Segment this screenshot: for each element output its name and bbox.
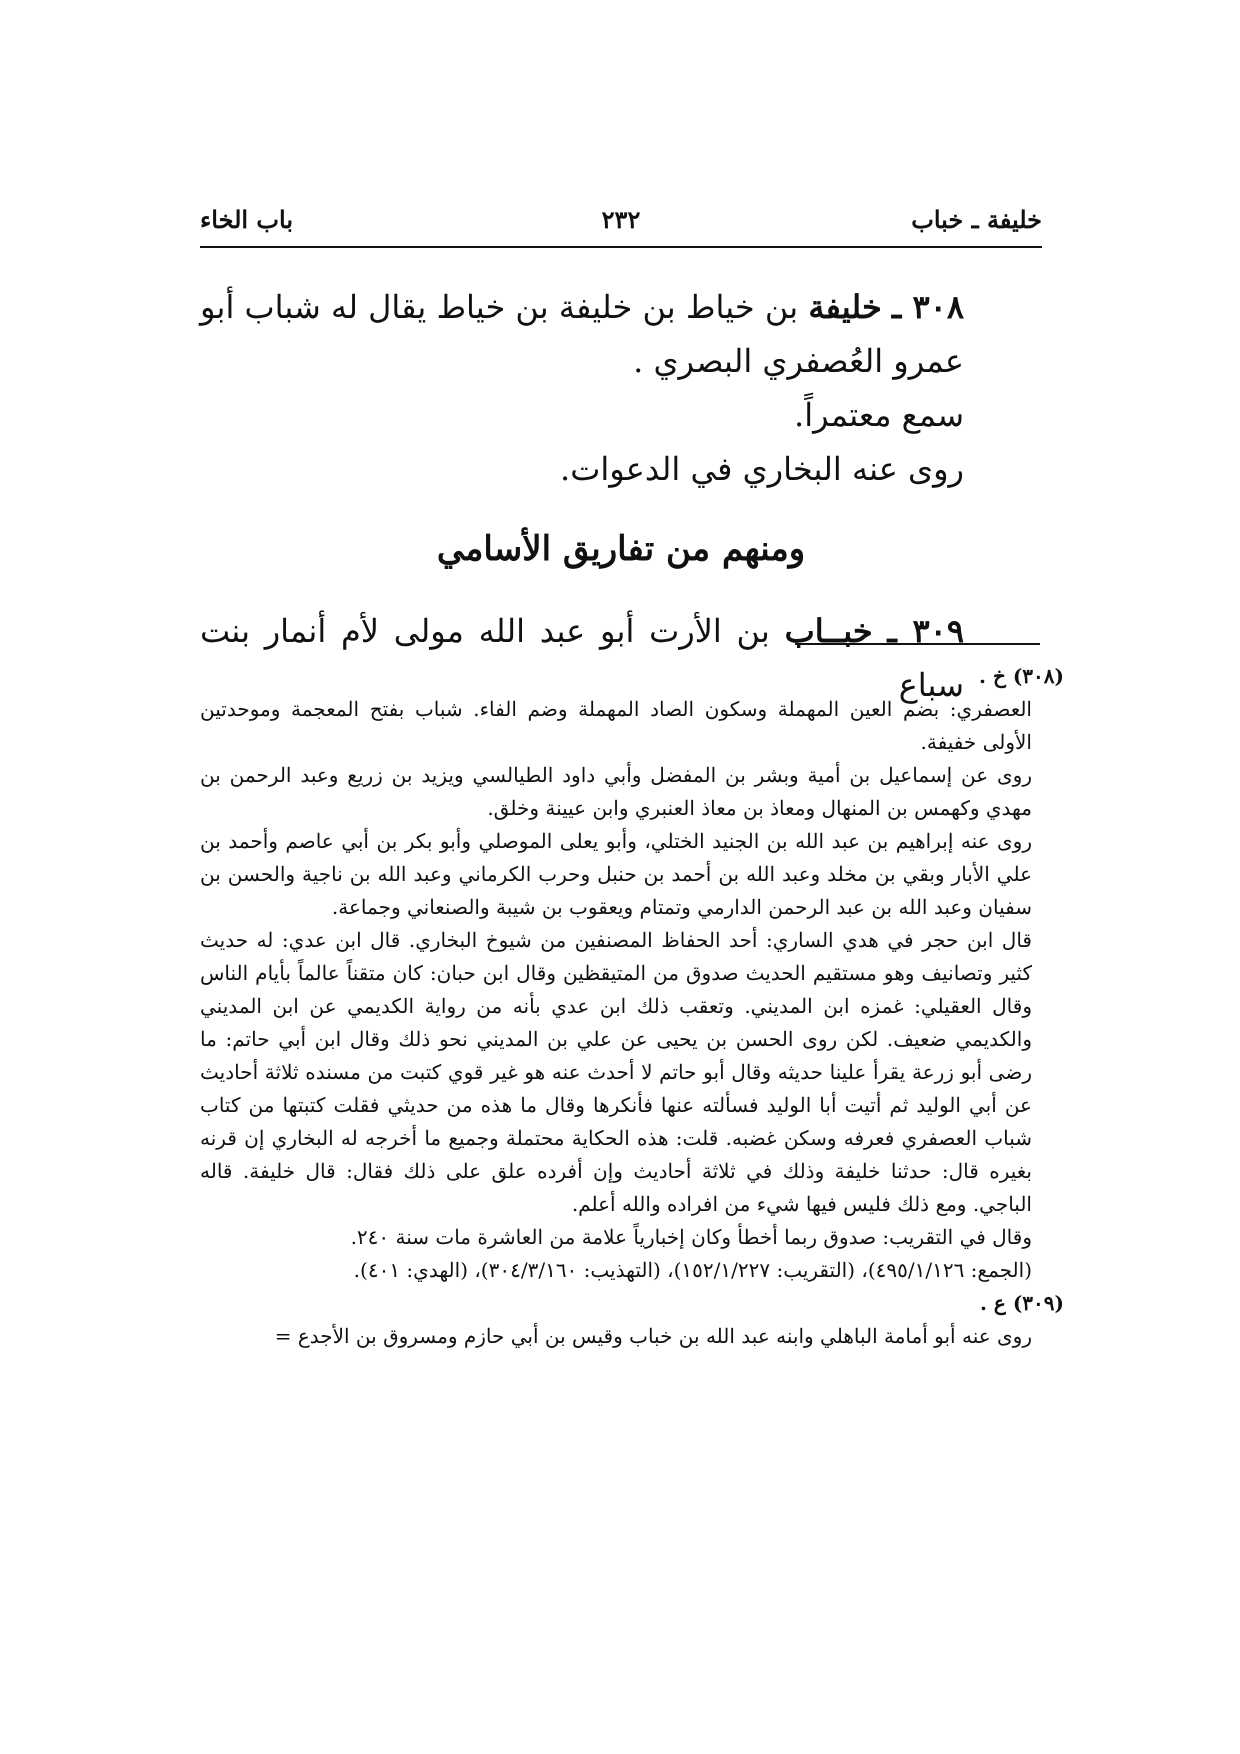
- page-number: ٢٣٢: [601, 205, 641, 234]
- entry-308: [200, 280, 1042, 388]
- footnote-paragraph: قال ابن حجر في هدي الساري: أحد الحفاظ المصنفين من شيوخ البخاري. قال ابن عدي: له حديث كثير وتصانيف وهو مستقيم الحديث صدوق من المتيقظين وقال ابن حبان: كان متقناً عالماً بأيام الناس وقال العقيلي: غمزه ابن المديني. وتعقب ذلك ابن عدي بأنه من رواية الكديمي عن ابن المديني والكديمي ضعيف. لكن روى الحسن بن يحيى عن علي بن المديني نحو ذلك وقال ابن أبي حاتم: ما رضى أبو زرعة يقرأ علينا حديثه وقال أبو حاتم لا أحدث عنه هو غير قوي كتبت من مسنده ثلاثة أحاديث عن أبي الوليد ثم أتيت أبا الوليد فسألته عنها فأنكرها وقال ما هذه من حديثي فقلت كتبتها من كتاب شباب العصفري فعرفه وسكن غضبه. قلت: هذه الحكاية محتملة وجميع ما أخرجه له البخاري إن قرنه بغيره قال: حدثنا خليفة وذلك في ثلاثة أحاديث وإن أفرده علق على ذلك فقال: قال خليفة. قاله الباجي. ومع ذلك فليس فيها شيء من افراده والله أعلم.: [200, 928, 1032, 1216]
- running-head: [200, 205, 1042, 245]
- footnote-308-head: (٣٠٨) خ .: [979, 664, 1064, 688]
- footnotes: [200, 660, 1064, 1353]
- running-head-chapter-range: خليفة ـ خباب: [911, 205, 1042, 234]
- entry-text: بن الأرت أبو عبد الله مولى لأم أنمار بنت سباع: [200, 612, 964, 704]
- header-divider: [200, 246, 1042, 248]
- footnote-paragraph: روى عنه إبراهيم بن عبد الله بن الجنيد الختلي، وأبو يعلى الموصلي وأبو بكر بن أبي عاصم وأحمد بن علي الأبار وبقي بن مخلد وعبد الله بن أحمد بن حنبل وحرب الكرماني وعبد الله بن ناجية والحسن بن سفيان وعبد الله بن عبد الرحمن الدارمي وتمتام ويعقوب بن شيبة والصنعاني وجماعة.: [200, 829, 1032, 919]
- footnote-309-head: (٣٠٩) ع .: [980, 1291, 1064, 1315]
- main-text: [200, 280, 1042, 712]
- section-title: ومنهم من تفاريق الأسامي: [436, 529, 806, 569]
- footnote-paragraph: روى عن إسماعيل بن أمية وبشر بن المفضل وأبي داود الطيالسي ويزيد بن زريع وعبد الرحمن بن مهدي وكهمس بن المنهال ومعاذ بن معاذ العنبري وابن عيينة وخلق.: [200, 763, 1032, 820]
- entry-heard-line: سمع معتمراً.: [794, 396, 964, 434]
- entry-number: ٣٠٩ ـ: [887, 612, 965, 650]
- entry-name: خبــاب: [784, 612, 873, 650]
- entry-name: خليفة: [808, 288, 882, 326]
- footnote-divider: [795, 643, 1040, 645]
- entry-number: ٣٠٨ ـ: [891, 288, 965, 326]
- entry-text: بن خياط بن خليفة بن خياط يقال له شباب أبو عمرو العُصفري البصري .: [200, 288, 964, 380]
- running-head-section: باب الخاء: [200, 205, 294, 234]
- footnote-references: (الجمع: ٤٩٥/١/١٢٦)، (التقريب: ١٥٢/١/٢٢٧)، (التهذيب: ٣٠٤/٣/١٦٠)، (الهدي: ٤٠١).: [353, 1258, 1032, 1282]
- footnote-paragraph: وقال في التقريب: صدوق ربما أخطأ وكان إخبارياً علامة من العاشرة مات سنة ٢٤٠.: [350, 1225, 1032, 1249]
- entry-narrated-line: روى عنه البخاري في الدعوات.: [560, 450, 964, 488]
- footnote-paragraph: روى عنه أبو أمامة الباهلي وابنه عبد الله بن خباب وقيس بن أبي حازم ومسروق بن الأجدع =: [274, 1324, 1032, 1348]
- footnote-paragraph: العصفري: بضم العين المهملة وسكون الصاد المهملة وضم الفاء. شباب بفتح المعجمة وموحدتين الأولى خفيفة.: [200, 697, 1032, 754]
